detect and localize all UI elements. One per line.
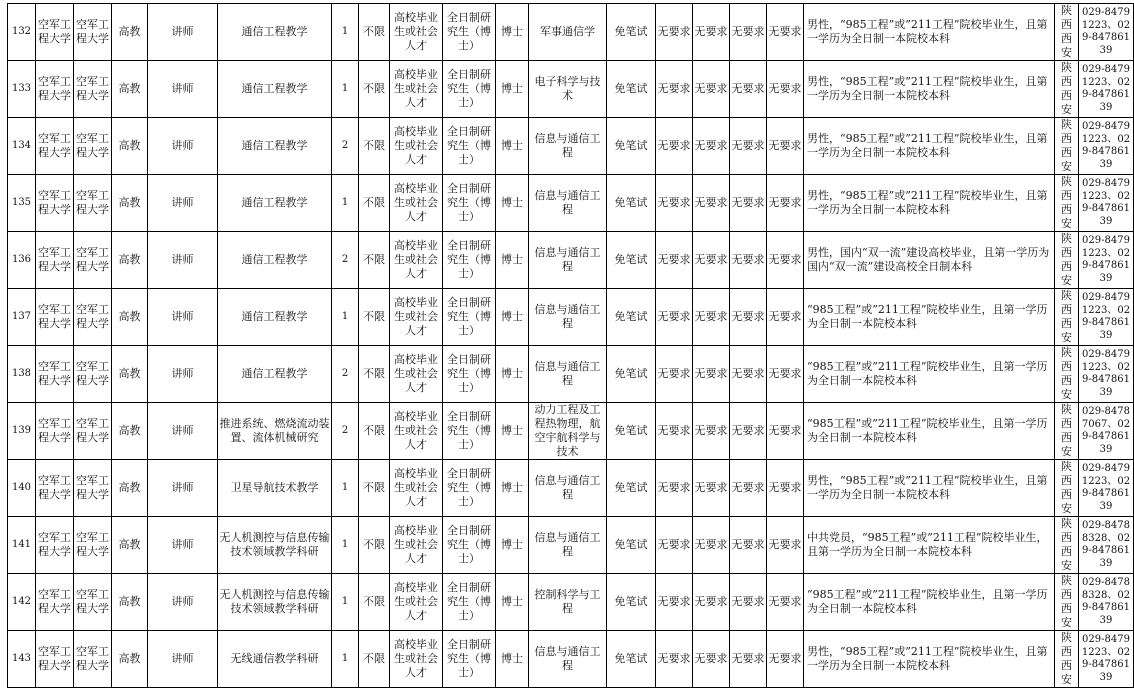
table-body <box>8 4 1134 688</box>
post-cell: 讲师 <box>148 4 218 61</box>
location-cell: 陕西西安 <box>1055 403 1079 460</box>
employer-cell: 空军工程大学 <box>74 346 112 403</box>
requirements-cell: 男性，“985工程”或”211工程”院校毕业生，且第一学历为全日制一本院校本科 <box>804 175 1055 232</box>
exam-cell: 免笔试 <box>607 118 656 175</box>
post-cell: 讲师 <box>148 232 218 289</box>
table-row <box>8 61 1134 118</box>
row-number: 142 <box>8 574 36 631</box>
condition-cell: 无要求 <box>693 460 730 517</box>
gender-cell: 不限 <box>359 460 390 517</box>
condition-cell: 无要求 <box>656 346 693 403</box>
condition-cell: 无要求 <box>656 175 693 232</box>
requirements-cell: 男性，“985工程”或”211工程”院校毕业生，且第一学历为全日制一本院校本科 <box>804 4 1055 61</box>
table-row <box>8 460 1134 517</box>
study-mode-cell: 全日制研究生（博士） <box>443 517 496 574</box>
gender-cell: 不限 <box>359 403 390 460</box>
study-mode-cell: 全日制研究生（博士） <box>443 403 496 460</box>
study-mode-cell: 全日制研究生（博士） <box>443 175 496 232</box>
condition-cell: 无要求 <box>767 175 804 232</box>
unit-cell: 空军工程大学 <box>36 175 74 232</box>
source-cell: 高校毕业生或社会人才 <box>390 403 443 460</box>
employer-cell: 空军工程大学 <box>74 232 112 289</box>
source-cell: 高校毕业生或社会人才 <box>390 61 443 118</box>
post-cell: 讲师 <box>148 631 218 688</box>
condition-cell: 无要求 <box>693 175 730 232</box>
exam-cell: 免笔试 <box>607 4 656 61</box>
unit-cell: 空军工程大学 <box>36 346 74 403</box>
row-number: 138 <box>8 346 36 403</box>
condition-cell: 无要求 <box>767 574 804 631</box>
gender-cell: 不限 <box>359 4 390 61</box>
unit-cell: 空军工程大学 <box>36 517 74 574</box>
condition-cell: 无要求 <box>693 631 730 688</box>
degree-cell: 博士 <box>496 460 529 517</box>
condition-cell: 无要求 <box>767 346 804 403</box>
major-cell: 信息与通信工程 <box>529 460 607 517</box>
condition-cell: 无要求 <box>693 4 730 61</box>
location-cell: 陕西西安 <box>1055 460 1079 517</box>
condition-cell: 无要求 <box>693 403 730 460</box>
row-number: 139 <box>8 403 36 460</box>
source-cell: 高校毕业生或社会人才 <box>390 4 443 61</box>
study-mode-cell: 全日制研究生（博士） <box>443 289 496 346</box>
row-number: 135 <box>8 175 36 232</box>
requirements-cell: 男性，国内“双一流”建设高校毕业，且第一学历为国内“双一流”建设高校全日制本科 <box>804 232 1055 289</box>
direction-cell: 无人机测控与信息传输技术领域教学科研 <box>218 517 332 574</box>
degree-cell: 博士 <box>496 289 529 346</box>
phone-cell: 029-84791223、029-84786139 <box>1079 631 1134 688</box>
direction-cell: 通信工程教学 <box>218 232 332 289</box>
gender-cell: 不限 <box>359 346 390 403</box>
condition-cell: 无要求 <box>693 118 730 175</box>
direction-cell: 通信工程教学 <box>218 289 332 346</box>
source-cell: 高校毕业生或社会人才 <box>390 346 443 403</box>
study-mode-cell: 全日制研究生（博士） <box>443 61 496 118</box>
major-cell: 动力工程及工程热物理，航空宇航科学与技术 <box>529 403 607 460</box>
requirements-cell: 男性，“985工程”或”211工程”院校毕业生，且第一学历为全日制一本院校本科 <box>804 61 1055 118</box>
condition-cell: 无要求 <box>767 460 804 517</box>
post-cell: 讲师 <box>148 460 218 517</box>
major-cell: 信息与通信工程 <box>529 118 607 175</box>
major-cell: 军事通信学 <box>529 4 607 61</box>
degree-cell: 博士 <box>496 118 529 175</box>
condition-cell: 无要求 <box>730 118 767 175</box>
condition-cell: 无要求 <box>767 403 804 460</box>
direction-cell: 通信工程教学 <box>218 4 332 61</box>
category-cell: 高教 <box>112 346 148 403</box>
degree-cell: 博士 <box>496 517 529 574</box>
count-cell: 1 <box>332 61 359 118</box>
count-cell: 2 <box>332 232 359 289</box>
requirements-cell: “985工程”或”211工程”院校毕业生，且第一学历为全日制一本院校本科 <box>804 574 1055 631</box>
condition-cell: 无要求 <box>730 517 767 574</box>
job-table-container <box>7 3 1134 688</box>
condition-cell: 无要求 <box>656 574 693 631</box>
major-cell: 信息与通信工程 <box>529 289 607 346</box>
condition-cell: 无要求 <box>693 232 730 289</box>
condition-cell: 无要求 <box>656 118 693 175</box>
study-mode-cell: 全日制研究生（博士） <box>443 574 496 631</box>
employer-cell: 空军工程大学 <box>74 118 112 175</box>
unit-cell: 空军工程大学 <box>36 574 74 631</box>
employer-cell: 空军工程大学 <box>74 460 112 517</box>
table-row <box>8 517 1134 574</box>
study-mode-cell: 全日制研究生（博士） <box>443 460 496 517</box>
exam-cell: 免笔试 <box>607 403 656 460</box>
unit-cell: 空军工程大学 <box>36 403 74 460</box>
major-cell: 电子科学与技术 <box>529 61 607 118</box>
count-cell: 1 <box>332 175 359 232</box>
condition-cell: 无要求 <box>730 346 767 403</box>
employer-cell: 空军工程大学 <box>74 631 112 688</box>
direction-cell: 无人机测控与信息传输技术领域教学科研 <box>218 574 332 631</box>
requirements-cell: 中共党员，“985工程”或”211工程”院校毕业生，且第一学历为全日制一本院校本科 <box>804 517 1055 574</box>
unit-cell: 空军工程大学 <box>36 4 74 61</box>
table-row <box>8 175 1134 232</box>
row-number: 132 <box>8 4 36 61</box>
gender-cell: 不限 <box>359 232 390 289</box>
source-cell: 高校毕业生或社会人才 <box>390 118 443 175</box>
direction-cell: 通信工程教学 <box>218 118 332 175</box>
location-cell: 陕西西安 <box>1055 175 1079 232</box>
condition-cell: 无要求 <box>730 403 767 460</box>
location-cell: 陕西西安 <box>1055 346 1079 403</box>
category-cell: 高教 <box>112 289 148 346</box>
condition-cell: 无要求 <box>656 403 693 460</box>
exam-cell: 免笔试 <box>607 232 656 289</box>
condition-cell: 无要求 <box>730 289 767 346</box>
degree-cell: 博士 <box>496 232 529 289</box>
condition-cell: 无要求 <box>656 631 693 688</box>
employer-cell: 空军工程大学 <box>74 4 112 61</box>
row-number: 141 <box>8 517 36 574</box>
phone-cell: 029-84791223、029-84786139 <box>1079 61 1134 118</box>
degree-cell: 博士 <box>496 631 529 688</box>
row-number: 137 <box>8 289 36 346</box>
post-cell: 讲师 <box>148 346 218 403</box>
major-cell: 信息与通信工程 <box>529 631 607 688</box>
degree-cell: 博士 <box>496 403 529 460</box>
exam-cell: 免笔试 <box>607 631 656 688</box>
condition-cell: 无要求 <box>767 289 804 346</box>
condition-cell: 无要求 <box>656 232 693 289</box>
degree-cell: 博士 <box>496 346 529 403</box>
condition-cell: 无要求 <box>693 289 730 346</box>
condition-cell: 无要求 <box>656 4 693 61</box>
exam-cell: 免笔试 <box>607 460 656 517</box>
location-cell: 陕西西安 <box>1055 118 1079 175</box>
post-cell: 讲师 <box>148 517 218 574</box>
requirements-cell: “985工程”或”211工程”院校毕业生，且第一学历为全日制一本院校本科 <box>804 403 1055 460</box>
direction-cell: 无线通信教学科研 <box>218 631 332 688</box>
condition-cell: 无要求 <box>767 517 804 574</box>
condition-cell: 无要求 <box>656 289 693 346</box>
study-mode-cell: 全日制研究生（博士） <box>443 232 496 289</box>
row-number: 136 <box>8 232 36 289</box>
table-row <box>8 118 1134 175</box>
category-cell: 高教 <box>112 460 148 517</box>
employer-cell: 空军工程大学 <box>74 403 112 460</box>
category-cell: 高教 <box>112 4 148 61</box>
condition-cell: 无要求 <box>693 517 730 574</box>
category-cell: 高教 <box>112 175 148 232</box>
major-cell: 信息与通信工程 <box>529 517 607 574</box>
direction-cell: 通信工程教学 <box>218 175 332 232</box>
job-posting-table <box>7 3 1134 688</box>
category-cell: 高教 <box>112 403 148 460</box>
condition-cell: 无要求 <box>767 4 804 61</box>
count-cell: 1 <box>332 4 359 61</box>
study-mode-cell: 全日制研究生（博士） <box>443 346 496 403</box>
source-cell: 高校毕业生或社会人才 <box>390 574 443 631</box>
exam-cell: 免笔试 <box>607 346 656 403</box>
major-cell: 信息与通信工程 <box>529 346 607 403</box>
post-cell: 讲师 <box>148 574 218 631</box>
post-cell: 讲师 <box>148 61 218 118</box>
location-cell: 陕西西安 <box>1055 232 1079 289</box>
unit-cell: 空军工程大学 <box>36 232 74 289</box>
category-cell: 高教 <box>112 118 148 175</box>
count-cell: 1 <box>332 460 359 517</box>
condition-cell: 无要求 <box>730 4 767 61</box>
direction-cell: 通信工程教学 <box>218 61 332 118</box>
condition-cell: 无要求 <box>656 460 693 517</box>
row-number: 140 <box>8 460 36 517</box>
phone-cell: 029-84787067、029-84786139 <box>1079 403 1134 460</box>
direction-cell: 推进系统、燃烧流动装置、流体机械研究 <box>218 403 332 460</box>
gender-cell: 不限 <box>359 574 390 631</box>
location-cell: 陕西西安 <box>1055 4 1079 61</box>
location-cell: 陕西西安 <box>1055 517 1079 574</box>
condition-cell: 无要求 <box>730 175 767 232</box>
condition-cell: 无要求 <box>693 61 730 118</box>
gender-cell: 不限 <box>359 517 390 574</box>
row-number: 143 <box>8 631 36 688</box>
post-cell: 讲师 <box>148 403 218 460</box>
source-cell: 高校毕业生或社会人才 <box>390 460 443 517</box>
table-row <box>8 4 1134 61</box>
source-cell: 高校毕业生或社会人才 <box>390 232 443 289</box>
table-row <box>8 574 1134 631</box>
table-row <box>8 403 1134 460</box>
condition-cell: 无要求 <box>730 574 767 631</box>
requirements-cell: “985工程”或”211工程”院校毕业生，且第一学历为全日制一本院校本科 <box>804 289 1055 346</box>
employer-cell: 空军工程大学 <box>74 574 112 631</box>
requirements-cell: “985工程”或”211工程”院校毕业生，且第一学历为全日制一本院校本科 <box>804 346 1055 403</box>
post-cell: 讲师 <box>148 175 218 232</box>
source-cell: 高校毕业生或社会人才 <box>390 517 443 574</box>
phone-cell: 029-84791223、029-84786139 <box>1079 4 1134 61</box>
exam-cell: 免笔试 <box>607 289 656 346</box>
unit-cell: 空军工程大学 <box>36 118 74 175</box>
table-row <box>8 346 1134 403</box>
study-mode-cell: 全日制研究生（博士） <box>443 4 496 61</box>
count-cell: 2 <box>332 118 359 175</box>
count-cell: 1 <box>332 517 359 574</box>
source-cell: 高校毕业生或社会人才 <box>390 175 443 232</box>
category-cell: 高教 <box>112 631 148 688</box>
exam-cell: 免笔试 <box>607 574 656 631</box>
gender-cell: 不限 <box>359 289 390 346</box>
phone-cell: 029-84791223、029-84786139 <box>1079 346 1134 403</box>
phone-cell: 029-84788328、029-84786139 <box>1079 574 1134 631</box>
condition-cell: 无要求 <box>730 631 767 688</box>
table-row <box>8 289 1134 346</box>
employer-cell: 空军工程大学 <box>74 175 112 232</box>
post-cell: 讲师 <box>148 118 218 175</box>
requirements-cell: 男性，“985工程”或”211工程”院校毕业生，且第一学历为全日制一本院校本科 <box>804 460 1055 517</box>
table-row <box>8 631 1134 688</box>
phone-cell: 029-84791223、029-84786139 <box>1079 118 1134 175</box>
row-number: 133 <box>8 61 36 118</box>
condition-cell: 无要求 <box>693 574 730 631</box>
direction-cell: 通信工程教学 <box>218 346 332 403</box>
phone-cell: 029-84791223、029-84786139 <box>1079 232 1134 289</box>
major-cell: 信息与通信工程 <box>529 232 607 289</box>
location-cell: 陕西西安 <box>1055 631 1079 688</box>
category-cell: 高教 <box>112 61 148 118</box>
unit-cell: 空军工程大学 <box>36 631 74 688</box>
degree-cell: 博士 <box>496 61 529 118</box>
employer-cell: 空军工程大学 <box>74 517 112 574</box>
unit-cell: 空军工程大学 <box>36 460 74 517</box>
location-cell: 陕西西安 <box>1055 574 1079 631</box>
condition-cell: 无要求 <box>656 517 693 574</box>
condition-cell: 无要求 <box>730 232 767 289</box>
table-row <box>8 232 1134 289</box>
count-cell: 2 <box>332 346 359 403</box>
degree-cell: 博士 <box>496 574 529 631</box>
degree-cell: 博士 <box>496 4 529 61</box>
gender-cell: 不限 <box>359 61 390 118</box>
location-cell: 陕西西安 <box>1055 289 1079 346</box>
category-cell: 高教 <box>112 574 148 631</box>
condition-cell: 无要求 <box>767 118 804 175</box>
employer-cell: 空军工程大学 <box>74 289 112 346</box>
exam-cell: 免笔试 <box>607 61 656 118</box>
major-cell: 控制科学与工程 <box>529 574 607 631</box>
direction-cell: 卫星导航技术教学 <box>218 460 332 517</box>
condition-cell: 无要求 <box>767 232 804 289</box>
requirements-cell: 男性，“985工程”或”211工程”院校毕业生，且第一学历为全日制一本院校本科 <box>804 631 1055 688</box>
condition-cell: 无要求 <box>730 460 767 517</box>
major-cell: 信息与通信工程 <box>529 175 607 232</box>
gender-cell: 不限 <box>359 118 390 175</box>
exam-cell: 免笔试 <box>607 517 656 574</box>
exam-cell: 免笔试 <box>607 175 656 232</box>
post-cell: 讲师 <box>148 289 218 346</box>
condition-cell: 无要求 <box>656 61 693 118</box>
phone-cell: 029-84791223、029-84786139 <box>1079 460 1134 517</box>
gender-cell: 不限 <box>359 631 390 688</box>
count-cell: 1 <box>332 289 359 346</box>
gender-cell: 不限 <box>359 175 390 232</box>
employer-cell: 空军工程大学 <box>74 61 112 118</box>
row-number: 134 <box>8 118 36 175</box>
condition-cell: 无要求 <box>767 61 804 118</box>
study-mode-cell: 全日制研究生（博士） <box>443 631 496 688</box>
degree-cell: 博士 <box>496 175 529 232</box>
phone-cell: 029-84791223、029-84786139 <box>1079 175 1134 232</box>
category-cell: 高教 <box>112 517 148 574</box>
condition-cell: 无要求 <box>767 631 804 688</box>
source-cell: 高校毕业生或社会人才 <box>390 631 443 688</box>
source-cell: 高校毕业生或社会人才 <box>390 289 443 346</box>
unit-cell: 空军工程大学 <box>36 61 74 118</box>
phone-cell: 029-84791223、029-84786139 <box>1079 289 1134 346</box>
requirements-cell: 男性，“985工程”或”211工程”院校毕业生，且第一学历为全日制一本院校本科 <box>804 118 1055 175</box>
count-cell: 2 <box>332 403 359 460</box>
count-cell: 1 <box>332 574 359 631</box>
location-cell: 陕西西安 <box>1055 61 1079 118</box>
condition-cell: 无要求 <box>693 346 730 403</box>
condition-cell: 无要求 <box>730 61 767 118</box>
phone-cell: 029-84788328、029-84786139 <box>1079 517 1134 574</box>
count-cell: 1 <box>332 631 359 688</box>
category-cell: 高教 <box>112 232 148 289</box>
unit-cell: 空军工程大学 <box>36 289 74 346</box>
study-mode-cell: 全日制研究生（博士） <box>443 118 496 175</box>
